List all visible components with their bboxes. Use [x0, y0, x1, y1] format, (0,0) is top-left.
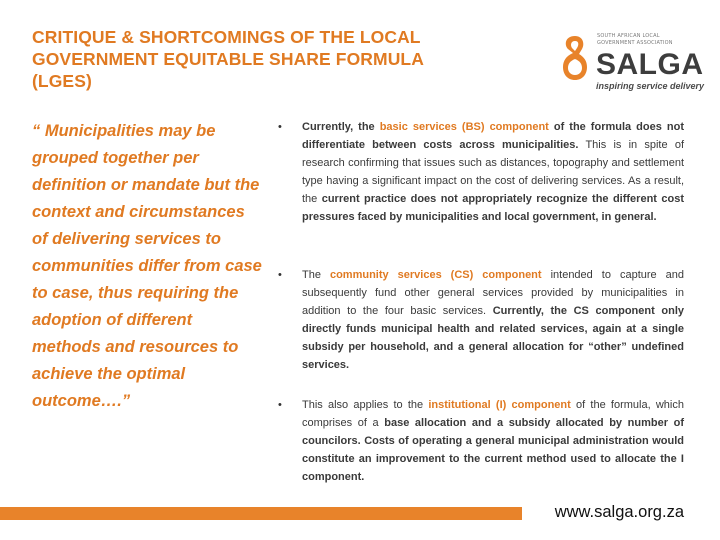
bullet-segment: of the formula, which comprises of a — [302, 399, 684, 429]
bullet-text — [302, 118, 684, 226]
bullet-segment: community services (CS) component — [329, 269, 542, 281]
slide-title: CRITIQUE & SHORTCOMINGS OF THE LOCAL GOVERNMENT EQUITABLE SHARE FORMULA (LGES) — [32, 27, 424, 91]
salga-logo — [560, 30, 705, 96]
bullet-item — [276, 266, 684, 396]
logo-association-text: SOUTH AFRICAN LOCAL GOVERNMENT ASSOCIATION — [597, 33, 673, 46]
bullet-segment: This is in spite of research confirming that issues such as distances, topography and settlement type having a significant impact on the cost of delivering services. As a result, the — [302, 139, 684, 205]
bullet-marker: • — [278, 269, 282, 281]
bullet-segment: Currently, the — [302, 121, 380, 133]
bullet-list — [276, 118, 684, 486]
logo-tagline: inspiring service delivery — [596, 81, 705, 91]
bullet-segment: base allocation and a subsidy allocated by number of councilors. Costs of operating a general municipal administration would constitute an improvement to the current method used to allocate the I component. — [302, 417, 684, 483]
bullet-segment: The — [302, 269, 330, 281]
bullet-segment: This also applies to the — [302, 399, 429, 411]
logo-name: SALGA — [596, 48, 704, 81]
salga-8-mark-icon — [560, 34, 590, 82]
footer-bar — [0, 507, 522, 520]
bullet-segment: institutional (I) component — [428, 399, 571, 411]
bullet-item — [276, 396, 684, 486]
quote-text: “ Municipalities may be grouped together per definition or mandate but the context and circumstances of delivering services to communities differ from case to case, thus requiring the adoption of different methods and resources to achieve the optimal outcome….” — [32, 122, 262, 410]
bullet-segment: Currently, the CS component only directly funds municipal health and related services, again at a single subsidy per household, and a general allocation for “other” undefined services. — [302, 305, 685, 371]
bullet-segment: intended to capture and subsequently fund other general services provided by municipalities in addition to the four basic services. — [302, 269, 684, 317]
bullet-marker: • — [278, 399, 282, 411]
bullet-text — [302, 266, 684, 374]
footer-url[interactable]: www.salga.org.za — [554, 503, 684, 521]
bullet-item — [276, 118, 684, 266]
bullet-segment: current practice does not appropriately recognize the different cost pressures faced by municipalities and local government, in general. — [302, 193, 684, 223]
bullet-segment: of the formula does not differentiate between costs across municipalities. — [302, 121, 684, 151]
bullet-marker: • — [278, 121, 282, 133]
bullet-segment: basic services (BS) component — [379, 121, 549, 133]
bullet-text — [302, 396, 684, 486]
